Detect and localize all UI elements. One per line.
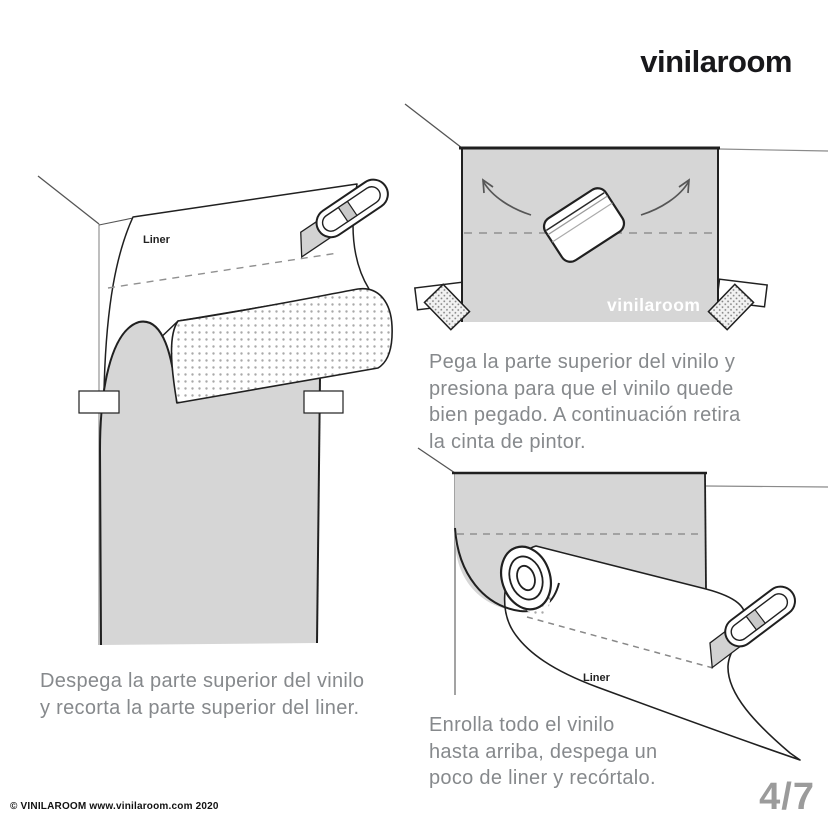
brand-logo: vinilaroom <box>640 44 792 79</box>
masking-tape-icon <box>304 391 343 413</box>
caption-line: la cinta de pintor. <box>429 430 586 453</box>
page-indicator: 4/7 <box>759 776 815 818</box>
caption-line: Pega la parte superior del vinilo y <box>429 351 736 373</box>
illustration-press-vinyl <box>405 104 828 330</box>
watermark: vinilaroom <box>607 295 701 315</box>
caption-peel-step <box>40 668 364 721</box>
caption-apply-step <box>429 349 741 455</box>
vinyl-right-edge <box>705 473 706 589</box>
caption-line: Enrolla todo el vinilo <box>429 714 615 736</box>
copyright-text: © VINILAROOM www.vinilaroom.com 2020 <box>10 801 219 812</box>
caption-line: presiona para que el vinilo quede <box>429 377 734 400</box>
liner-label: Liner <box>143 234 170 246</box>
caption-line: y recorta la parte superior del liner. <box>40 696 360 719</box>
caption-line: bien pegado. A continuación retira <box>429 404 741 426</box>
caption-line: hasta arriba, despega un <box>429 740 658 763</box>
liner-label: Liner <box>583 672 610 684</box>
illustration-peel-and-cut <box>38 174 393 645</box>
masking-tape-icon <box>79 391 119 413</box>
caption-roll-step <box>429 712 657 792</box>
caption-line: poco de liner y recórtalo. <box>429 767 656 789</box>
wall-corner-lines <box>405 104 828 151</box>
caption-line: Despega la parte superior del vinilo <box>40 670 365 692</box>
